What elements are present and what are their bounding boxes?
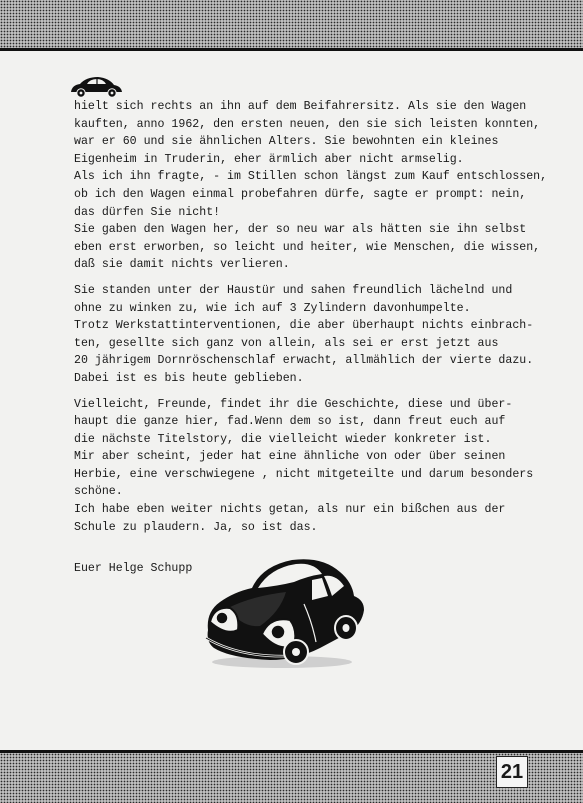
text-line: daß sie damit nichts verlieren.	[74, 258, 290, 272]
text-line: haupt die ganze hier, fad.Wenn dem so ist, dann freut euch auf	[74, 415, 506, 429]
text-line: Dabei ist es bis heute geblieben.	[74, 371, 304, 385]
text-line: Schule zu plaudern. Ja, so ist das.	[74, 520, 318, 534]
text-line: hielt sich rechts an ihn auf dem Beifahrersitz. Als sie den Wagen	[74, 100, 527, 113]
text-line: kauften, anno 1962, den ersten neuen, den sie sich leisten konnten,	[74, 117, 541, 131]
text-line: eben erst erworben, so leicht und heiter, wie Menschen, die wissen,	[74, 240, 541, 254]
text-line: ohne zu winken zu, wie ich auf 3 Zylindern davonhumpelte.	[74, 301, 471, 315]
paragraph-gap	[74, 274, 554, 282]
text-line: Mir aber scheint, jeder hat eine ähnliche von oder über seinen	[74, 450, 506, 464]
text-line: Sie standen unter der Haustür und sahen freundlich lächelnd und	[74, 283, 513, 297]
text-line: schöne.	[74, 485, 123, 499]
text-line: Herbie, eine verschwiegene , nicht mitgeteilte und darum besonders	[74, 467, 534, 481]
paragraph-gap	[74, 388, 554, 396]
text-line: war er 60 und sie ähnlichen Alters. Sie bewohnten ein kleines	[74, 135, 499, 149]
text-line: das dürfen Sie nicht!	[74, 205, 221, 219]
vw-beetle-side-icon	[68, 75, 124, 99]
vw-beetle-front-illustration	[200, 552, 370, 674]
page-number: 21	[496, 756, 528, 788]
text-line: Ich habe eben weiter nichts getan, als nur ein bißchen aus der	[74, 503, 506, 517]
article-body	[74, 98, 554, 536]
signature: Euer Helge Schupp	[74, 562, 193, 575]
text-line: 20 jährigem Dornröschenschlaf erwacht, allmählich der vierte dazu.	[74, 354, 534, 368]
text-line: die nächste Titelstory, die vielleicht wieder konkreter ist.	[74, 432, 492, 446]
text-line: ten, gesellte sich ganz von allein, als sei er erst jetzt aus	[74, 336, 499, 350]
text-line: Trotz Werkstattinterventionen, die aber überhaupt nichts einbrach-	[74, 319, 534, 333]
text-line: Sie gaben den Wagen her, der so neu war als hätten sie ihn selbst	[74, 223, 527, 237]
text-line: Als ich ihn fragte, - im Stillen schon längst zum Kauf entschlossen,	[74, 170, 548, 184]
top-halftone-band	[0, 0, 583, 51]
text-line: ob ich den Wagen einmal probefahren dürfe, sagte er prompt: nein,	[74, 187, 527, 201]
text-line: Vielleicht, Freunde, findet ihr die Geschichte, diese und über-	[74, 397, 513, 411]
text-line: Eigenheim in Truderin, eher ärmlich aber nicht armselig.	[74, 152, 464, 166]
